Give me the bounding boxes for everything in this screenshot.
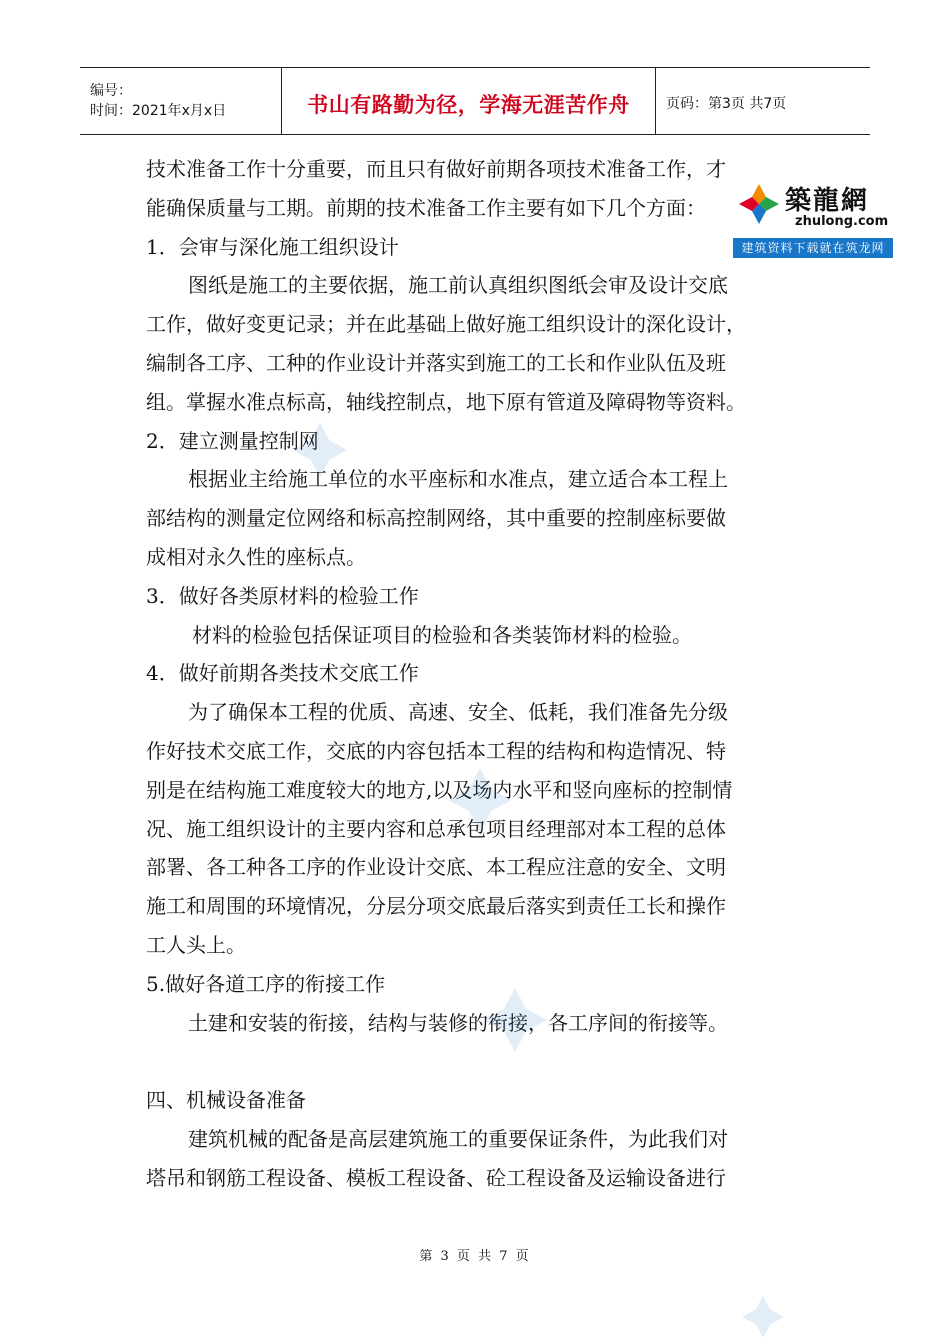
paragraph-line: 技术准备工作十分重要，而且只有做好前期各项技术准备工作，才: [146, 157, 726, 181]
watermark-icon: [480, 985, 550, 1055]
paragraph-line: 作好技术交底工作，交底的内容包括本工程的结构和构造情况、特: [146, 738, 726, 763]
header-meta: [80, 68, 282, 134]
section-heading: 4．做好前期各类技术交底工作: [146, 661, 419, 686]
paragraph-line: 材料的检验包括保证项目的检验和各类装饰材料的检验。: [192, 622, 692, 647]
paragraph-line: 别是在结构施工难度较大的地方,以及场内水平和竖向座标的控制情: [146, 777, 733, 802]
page-header: [80, 67, 870, 135]
paragraph-line: 土建和安装的衔接，结构与装修的衔接，各工序间的衔接等。: [188, 1010, 728, 1035]
paragraph-line: 塔吊和钢筋工程设备、模板工程设备、砼工程设备及运输设备进行: [146, 1165, 726, 1190]
header-page-info: 页码：第3页 共7页: [666, 96, 787, 112]
watermark-icon: [445, 765, 515, 835]
paragraph-line: 建筑机械的配备是高层建筑施工的重要保证条件，为此我们对: [188, 1126, 728, 1151]
paragraph-line: 图纸是施工的主要依据，施工前认真组织图纸会审及设计交底: [188, 273, 728, 298]
watermark-icon: [738, 1294, 788, 1340]
section-heading: 1．会审与深化施工组织设计: [146, 234, 399, 259]
paragraph-line: 施工和周围的环境情况，分层分项交底最后落实到责任工长和操作: [146, 894, 726, 919]
paragraph-line: 组。掌握水准点标高，轴线控制点，地下原有管道及障碍物等资料。: [146, 389, 746, 414]
paragraph-line: 况、施工组织设计的主要内容和总承包项目经理部对本工程的总体: [146, 816, 726, 841]
section-heading: 5.做好各道工序的衔接工作: [146, 971, 386, 996]
logo-chinese-name: 築龍網: [785, 186, 870, 216]
paragraph-line: 编制各工序、工种的作业设计并落实到施工的工长和作业队伍及班: [146, 350, 726, 375]
logo-domain: zhulong.com: [795, 214, 889, 229]
paragraph-line: 根据业主给施工单位的水平座标和水准点，建立适合本工程上: [188, 467, 728, 492]
section-heading: 3．做好各类原材料的检验工作: [146, 583, 419, 608]
paragraph-line: 部署、各工种各工序的作业设计交底、本工程应注意的安全、文明: [146, 855, 726, 880]
logo-tagline: 建筑资料下载就在筑龙网: [733, 238, 893, 258]
zhulong-logo: [733, 178, 893, 260]
header-motto: 书山有路勤为径，学海无涯苦作舟: [282, 68, 656, 134]
section-heading: 2．建立测量控制网: [146, 428, 319, 453]
zhulong-mark-icon: [737, 182, 781, 226]
chapter-heading: 四、机械设备准备: [146, 1088, 306, 1113]
paragraph-line: 为了确保本工程的优质、高速、安全、低耗，我们准备先分级: [188, 700, 728, 725]
document-date: 时间：2021年x月x日: [90, 103, 227, 119]
paragraph-line: 能确保质量与工期。前期的技术准备工作主要有如下几个方面：: [146, 195, 706, 220]
paragraph-line: 部结构的测量定位网络和标高控制网络，其中重要的控制座标要做: [146, 506, 726, 531]
page-footer: 第 3 页 共 7 页: [419, 1249, 531, 1264]
paragraph-line: 工作，做好变更记录；并在此基础上做好施工组织设计的深化设计，: [146, 312, 746, 337]
paragraph-line: 成相对永久性的座标点。: [146, 544, 366, 569]
paragraph-line: 工人头上。: [146, 932, 246, 957]
document-number-label: 编号：: [90, 83, 132, 99]
watermark-icon: [290, 420, 350, 480]
